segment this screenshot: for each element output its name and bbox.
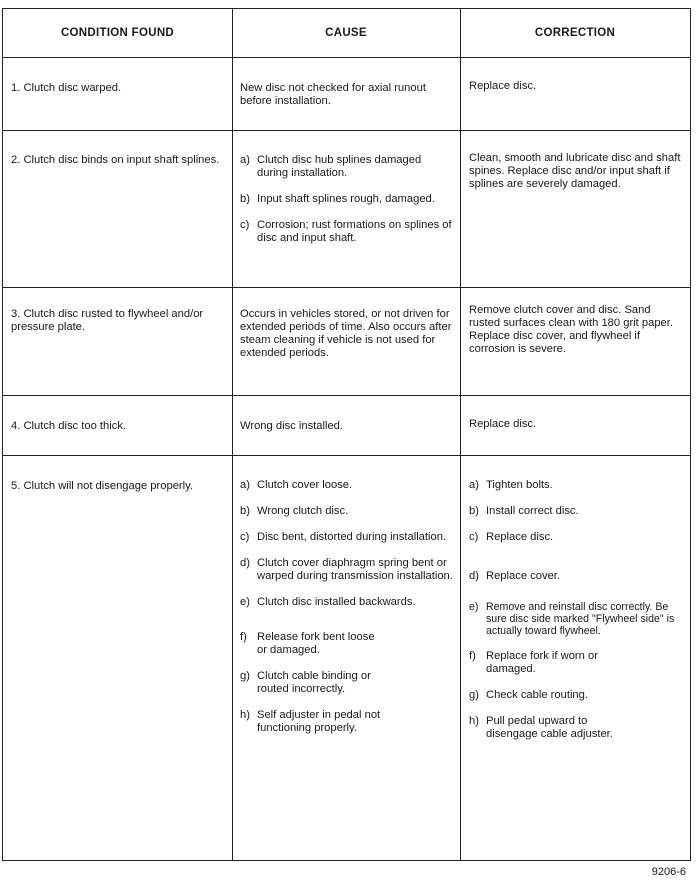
row-divider	[3, 455, 690, 456]
header-correction: CORRECTION	[534, 27, 616, 39]
list-item: e) Clutch disc installed backwards.	[240, 596, 416, 608]
list-item: d) Replace cover.	[469, 570, 561, 582]
list-item: b) Input shaft splines rough, damaged.	[240, 193, 435, 205]
cause-cell: New disc not checked for axial runout before installation.	[240, 82, 426, 107]
list-item: b) Wrong clutch disc.	[240, 505, 349, 517]
cause-list	[240, 154, 455, 258]
cause-cell: Wrong disc installed.	[240, 420, 344, 432]
row-divider	[3, 287, 690, 288]
list-item: e) Remove and reinstall disc correctly. Be sure disc side marked "Flywheel side" is actually toward flywheel.	[469, 601, 675, 637]
figure-number: 9206-6	[651, 866, 686, 878]
row-divider	[3, 57, 690, 58]
column-divider	[460, 9, 461, 860]
list-item: c) Disc bent, distorted during installation.	[240, 531, 447, 543]
list-item: d) Clutch cover diaphragm spring bent or warped during transmission installation.	[240, 557, 453, 582]
list-item: a) Clutch disc hub splines damaged during installation.	[240, 154, 422, 179]
correction-cell: Replace disc.	[469, 80, 537, 92]
list-item: b) Install correct disc.	[469, 505, 579, 517]
row-divider	[3, 395, 690, 396]
list-item: g) Clutch cable binding or routed incorrectly.	[240, 670, 371, 695]
list-item: h) Self adjuster in pedal not functioning properly.	[240, 709, 381, 734]
list-item: c) Corrosion; rust formations on splines of disc and input shaft.	[240, 219, 452, 244]
condition-cell: 2. Clutch disc binds on input shaft splines.	[11, 154, 220, 166]
cause-list	[240, 479, 455, 748]
condition-cell: 4. Clutch disc too thick.	[11, 420, 127, 432]
list-item: f) Replace fork if worn or damaged.	[469, 650, 598, 675]
correction-cell: Replace disc.	[469, 418, 537, 430]
correction-cell: Clean, smooth and lubricate disc and shaft spines. Replace disc and/or input shaft if splines are severely damaged.	[469, 152, 681, 190]
header-condition: CONDITION FOUND	[60, 27, 175, 39]
correction-list	[469, 479, 685, 754]
list-item: a) Clutch cover loose.	[240, 479, 353, 491]
condition-cell: 3. Clutch disc rusted to flywheel and/or pressure plate.	[11, 308, 204, 333]
correction-cell: Remove clutch cover and disc. Sand rusted surfaces clean with 180 grit paper. Replace disc cover, and flywheel if corrosion is severe.	[469, 304, 673, 355]
condition-cell: 1. Clutch disc warped.	[11, 82, 122, 94]
list-item: h) Pull pedal upward to disengage cable adjuster.	[469, 715, 613, 740]
list-item: g) Check cable routing.	[469, 689, 588, 701]
condition-cell: 5. Clutch will not disengage properly.	[11, 480, 193, 492]
diagnosis-table	[2, 8, 691, 861]
cause-cell: Occurs in vehicles stored, or not driven for extended periods of time. Also occurs after steam cleaning if vehicle is not used for extended periods.	[240, 308, 452, 359]
list-item: a) Tighten bolts.	[469, 479, 553, 491]
header-cause: CAUSE	[325, 27, 367, 39]
list-item: f) Release fork bent loose or damaged.	[240, 631, 375, 656]
list-item: c) Replace disc.	[469, 531, 554, 543]
column-divider	[232, 9, 233, 860]
row-divider	[3, 130, 690, 131]
